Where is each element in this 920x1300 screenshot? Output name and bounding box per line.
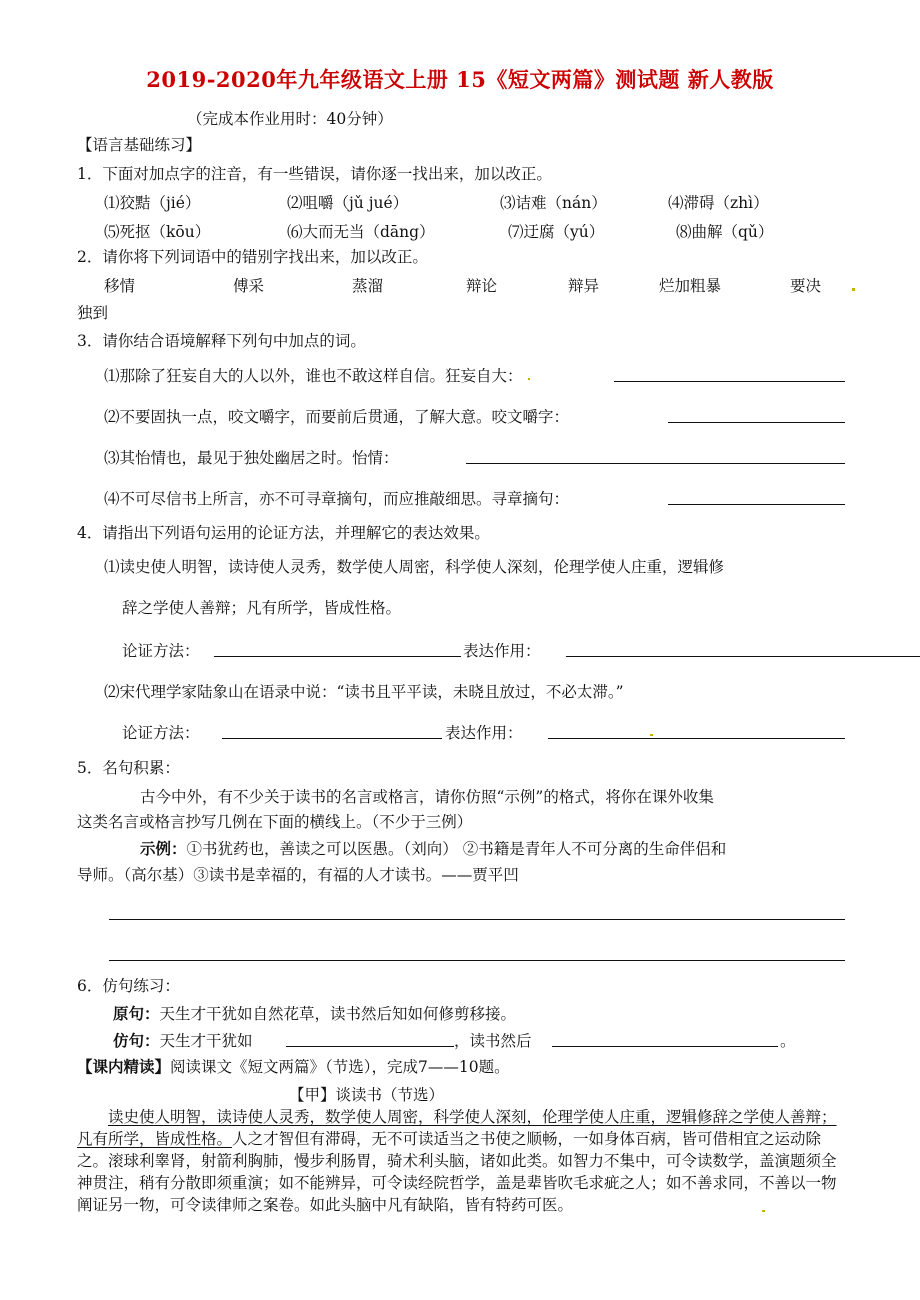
answer-blank[interactable] — [668, 422, 845, 423]
imitation-end: 。 — [780, 1032, 796, 1050]
q3-item: ⑴那除了狂妄自大的人以外，谁也不敢这样自信。狂妄自大： — [104, 367, 523, 385]
q2-word: 辩异 — [568, 277, 600, 295]
answer-blank[interactable] — [548, 738, 845, 739]
effect-label: 表达作用： — [445, 724, 523, 742]
q1-item: ⑻曲解（qǔ） — [676, 223, 774, 241]
section-heading-basics: 【语言基础练习】 — [77, 136, 202, 154]
method-label: 论证方法： — [122, 724, 200, 742]
q5-example-cont: 导师。（高尔基）③读书是幸福的，有福的人才读书。——贾平凹 — [77, 866, 519, 884]
q2-word: 烂加粗暴 — [659, 277, 722, 295]
answer-blank[interactable] — [566, 656, 920, 657]
method-label: 论证方法： — [122, 642, 200, 660]
passage-underlined: 之学使人善辩；凡有所学，皆成性格。 — [77, 1108, 837, 1148]
q6-stem: 6．仿句练习： — [77, 977, 180, 995]
imitation-text-b: ，读书然后 — [454, 1032, 532, 1050]
q4-sentence-1: ⑴读史使人明智，读诗使人灵秀，数学使人周密，科学使人深刻，伦理学使人庄重，逻辑修 — [104, 558, 725, 576]
passage-text: 人之才智但有滞碍，无不可读适当之书使之顺畅，一如身体百病，皆可借相宜之运动除之。滚球利睾肾，射箭利胸肺，慢步利肠胃，骑术利头脑，诸如此类。如智力不集中，可令读数学，盖演题须全神贯注，稍有分散即须重演；如不能辨异，可令读经院哲学，盖是辈皆吹毛求疵之人；如不善求同，不善以一物阐证另一物，可令读律师之案卷。如此头脑中凡有缺陷，皆有特药可医。 — [77, 1130, 837, 1214]
imitation-label: 仿句： — [113, 1031, 160, 1050]
q6-imitation — [113, 1030, 253, 1052]
answer-blank[interactable] — [552, 1046, 778, 1047]
example-text: ①书犹药也，善读之可以医愚。（刘向） ②书籍是青年人不可分离的生命伴侣和 — [186, 840, 727, 858]
q2-stem: 2．请你将下列词语中的错别字找出来，加以改正。 — [77, 248, 428, 266]
section-heading-reading — [77, 1056, 510, 1078]
q1-item: ⑹大而无当（dāng） — [287, 223, 435, 241]
q2-word: 辩论 — [466, 277, 498, 295]
passage-heading: 【甲】谈读书（节选） — [289, 1086, 445, 1104]
q5-body-cont: 这类名言或格言抄写几例在下面的横线上。（不少于三例） — [77, 813, 473, 831]
answer-blank[interactable] — [109, 960, 845, 961]
answer-blank[interactable] — [214, 656, 461, 657]
example-label: 示例： — [140, 839, 187, 858]
q2-word: 移情 — [104, 277, 136, 295]
q5-stem: 5．名句积累： — [77, 759, 180, 777]
q1-item: ⑷滞碍（zhì） — [668, 194, 769, 212]
time-note: （完成本作业用时：40分钟） — [187, 110, 393, 128]
answer-blank[interactable] — [222, 738, 442, 739]
answer-blank[interactable] — [286, 1046, 454, 1047]
q4-stem: 4．请指出下列语句运用的论证方法，并理解它的表达效果。 — [77, 524, 490, 542]
answer-blank[interactable] — [466, 463, 845, 464]
q2-word: 蒸溜 — [352, 277, 384, 295]
q1-item: ⑵咀嚼（jǔ jué） — [287, 194, 409, 212]
answer-blank[interactable] — [109, 919, 845, 920]
effect-label: 表达作用： — [463, 642, 541, 660]
speck-mark — [852, 288, 855, 291]
answer-blank[interactable] — [668, 504, 845, 505]
speck-mark — [650, 734, 653, 736]
passage-body — [77, 1106, 847, 1216]
q6-original — [113, 1003, 516, 1025]
q3-stem: 3．请你结合语境解释下列句中加点的词。 — [77, 332, 366, 350]
imitation-text-a: 天生才干犹如 — [159, 1032, 253, 1050]
answer-blank[interactable] — [614, 381, 845, 382]
original-text: 天生才干犹如自然花草，读书然后知如何修剪移接。 — [159, 1005, 517, 1023]
page-title: 2019-2020年九年级语文上册 15《短文两篇》测试题 新人教版 — [146, 67, 774, 92]
q5-example — [140, 838, 726, 860]
q4-sentence-2: ⑵宋代理学家陆象山在语录中说：“读书且平平读，未晓且放过，不必太滞。” — [104, 683, 624, 701]
q3-item: ⑵不要固执一点，咬文嚼字，而要前后贯通，了解大意。咬文嚼字： — [104, 408, 570, 426]
q1-item: ⑴狡黠（jié） — [104, 194, 201, 212]
reading-label: 【课内精读】 — [77, 1057, 171, 1076]
speck-mark — [762, 1210, 765, 1212]
q3-item: ⑷不可尽信书上所言，亦不可寻章摘句，而应推敲细思。寻章摘句： — [104, 490, 570, 508]
speck-mark — [528, 378, 530, 380]
q1-item: ⑸死抠（kōu） — [104, 223, 211, 241]
q2-word: 傅采 — [233, 277, 265, 295]
q1-item: ⑶诘难（nán） — [500, 194, 607, 212]
reading-instruction: 阅读课文《短文两篇》（节选），完成7——10题。 — [170, 1058, 510, 1076]
q2-word-continued: 独到 — [77, 304, 109, 322]
q1-item: ⑺迂腐（yú） — [508, 223, 605, 241]
original-label: 原句： — [113, 1004, 160, 1023]
q1-stem: 1．下面对加点字的注音，有一些错误，请你逐一找出来，加以改正。 — [77, 165, 552, 183]
q5-body: 古今中外，有不少关于读书的名言或格言，请你仿照“示例”的格式，将你在课外收集 — [140, 788, 714, 806]
q3-item: ⑶其怡情也，最见于独处幽居之时。怡情： — [104, 449, 399, 467]
q4-sentence-1-cont: 辞之学使人善辩；凡有所学，皆成性格。 — [122, 599, 402, 617]
passage-underlined: 读史使人明智，读诗使人灵秀，数学使人周密，科学使人深刻，伦理学使人庄重，逻辑修辞 — [108, 1108, 729, 1126]
q2-word: 要决 — [790, 277, 822, 295]
